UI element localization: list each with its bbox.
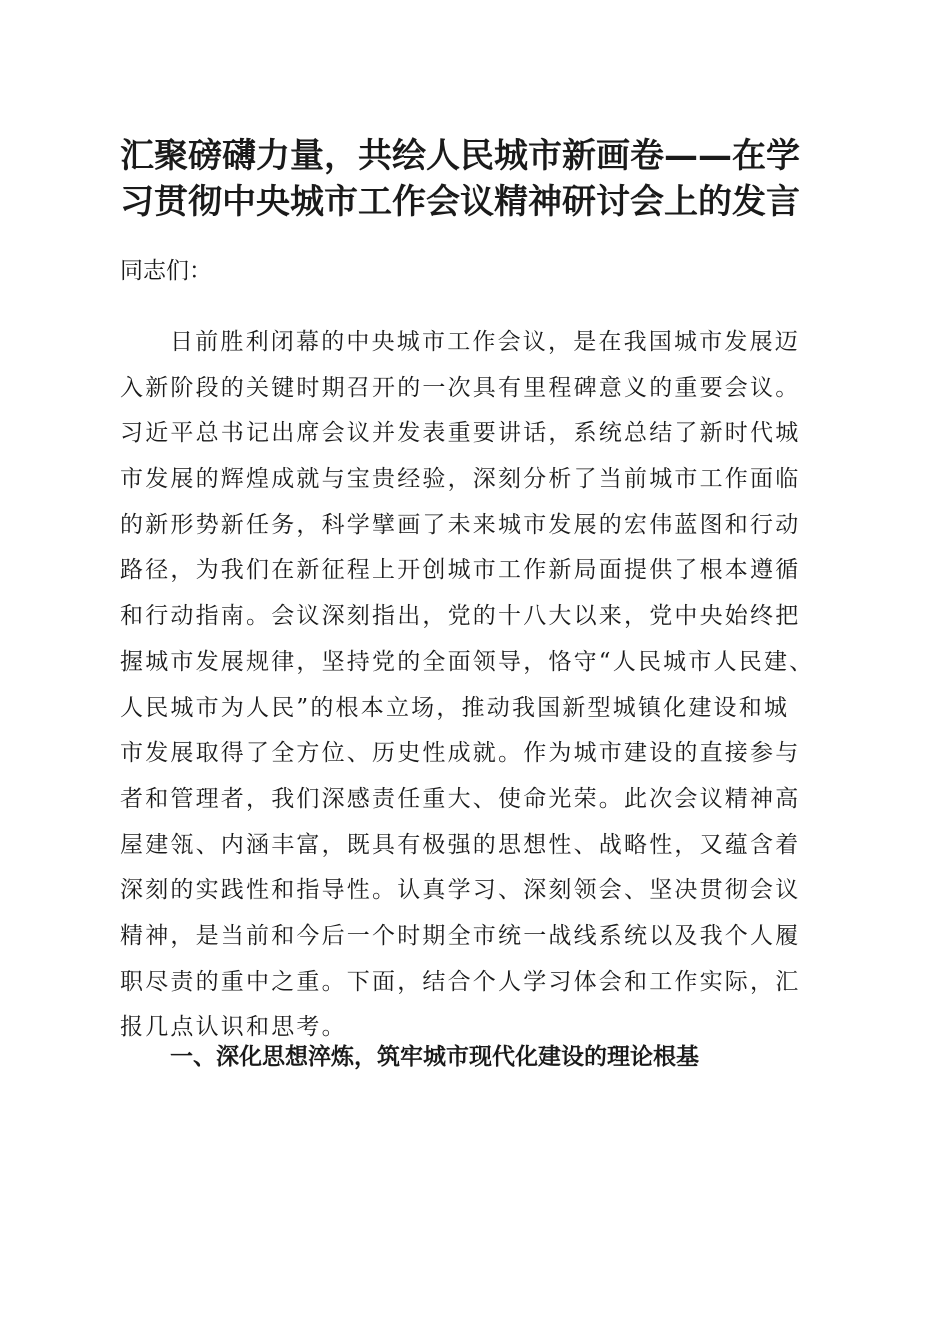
- paragraph-line: 者和管理者，我们深感责任重大、使命光荣。此次会议精神高: [120, 785, 801, 812]
- paragraph-line: 市发展的辉煌成就与宝贵经验，深刻分析了当前城市工作面临: [120, 466, 801, 493]
- paragraph-line: 路径，为我们在新征程上开创城市工作新局面提供了根本遵循: [120, 557, 801, 584]
- section-heading: 一、深化思想淬炼，筑牢城市现代化建设的理论根基: [170, 1044, 699, 1070]
- salutation: 同志们：: [120, 258, 212, 284]
- paragraph-line: 人民城市为人民”的根本立场，推动我国新型城镇化建设和城: [120, 694, 790, 721]
- title-line: 习贯彻中央城市工作会议精神研讨会上的发言: [120, 182, 800, 222]
- paragraph-line: 入新阶段的关键时期召开的一次具有里程碑意义的重要会议。: [120, 374, 801, 401]
- paragraph-line: 握城市发展规律，坚持党的全面领导，恪守“人民城市人民建、: [120, 648, 815, 675]
- paragraph-line: 市发展取得了全方位、历史性成就。作为城市建设的直接参与: [120, 740, 801, 767]
- title-line: 汇聚磅礴力量，共绘人民城市新画卷——在学: [120, 136, 800, 176]
- paragraph-line: 职尽责的重中之重。下面，结合个人学习体会和工作实际，汇: [120, 968, 801, 995]
- paragraph-line: 和行动指南。会议深刻指出，党的十八大以来，党中央始终把: [120, 603, 801, 630]
- paragraph-line: 精神，是当前和今后一个时期全市统一战线系统以及我个人履: [120, 922, 801, 949]
- document-title: [120, 133, 832, 225]
- body-paragraph: [120, 320, 832, 1051]
- paragraph-line: 深刻的实践性和指导性。认真学习、深刻领会、坚决贯彻会议: [120, 877, 801, 904]
- paragraph-line: 屋建瓴、内涵丰富，既具有极强的思想性、战略性，又蕴含着: [120, 831, 801, 858]
- paragraph-line: 日前胜利闭幕的中央城市工作会议，是在我国城市发展迈: [170, 329, 800, 355]
- paragraph-line: 的新形势新任务，科学擘画了未来城市发展的宏伟蓝图和行动: [120, 511, 801, 538]
- paragraph-line: 习近平总书记出席会议并发表重要讲话，系统总结了新时代城: [120, 420, 801, 447]
- paragraph-line: 报几点认识和思考。: [120, 1014, 347, 1041]
